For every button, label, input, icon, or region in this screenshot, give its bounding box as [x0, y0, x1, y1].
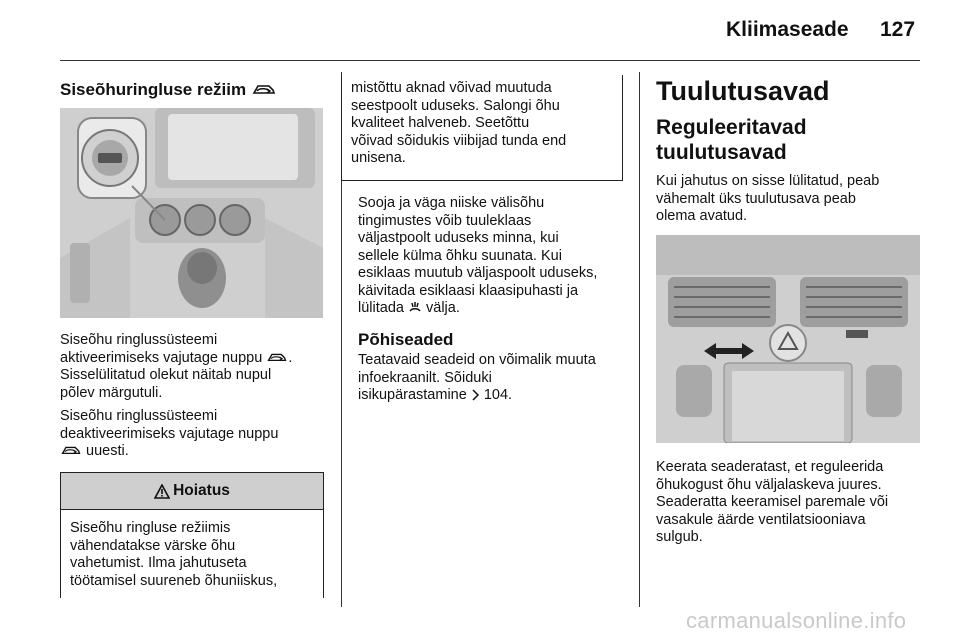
text-line: infoekraanilt. Sõiduki — [358, 369, 492, 386]
windscreen-defrost-icon — [408, 301, 422, 314]
text-line: Seaderatta keeramisel paremale või — [656, 494, 889, 510]
text-line: deaktiveerimiseks vajutage nuppu — [60, 425, 279, 442]
text-line: olema avatud. — [656, 208, 748, 224]
basic-settings-heading: Põhiseaded — [358, 330, 454, 349]
left-heading-row — [60, 80, 330, 100]
text-line: väljastpoolt uduseks minna, kui — [358, 230, 559, 246]
text-line: seestpoolt uduseks. Salongi õhu — [351, 97, 560, 114]
photo-climate-controls — [60, 108, 323, 318]
right-paragraph-2 — [656, 459, 936, 547]
middle-sub-paragraph — [358, 352, 638, 405]
middle-paragraph — [358, 195, 633, 318]
text-line: vasakule äärde ventilatsiooniava — [656, 511, 866, 528]
text-line: isikupärastamine — [358, 387, 471, 403]
text-line: vahetumist. Ilma jahutuseta — [70, 555, 247, 571]
right-sub-heading — [656, 115, 936, 165]
middle-sub-heading — [358, 330, 638, 350]
text-line: Reguleeritavad — [656, 116, 807, 139]
text-line: õhukogust õhu väljalaskeva juures. — [656, 476, 882, 493]
text-line: Siseõhu ringluse režiimis — [70, 520, 231, 536]
text-line: sellele külma õhku suunata. Kui — [358, 247, 562, 264]
text-line: Kui jahutus on sisse lülitatud, peab — [656, 173, 880, 189]
page-header-title: Kliimaseade — [726, 18, 849, 41]
recirculation-icon — [266, 350, 288, 364]
warning-title: Hoiatus — [173, 482, 230, 499]
text-line: võivad sõidukis viibijad tunda end — [351, 132, 567, 149]
text-line: Sisselülitatud olekut näitab nupul — [60, 367, 272, 383]
recirculation-icon — [251, 81, 277, 97]
text-line: Siseõhu ringlussüsteemi — [60, 408, 218, 424]
left-paragraph-1 — [60, 332, 335, 402]
warning-body — [61, 510, 323, 590]
text-line: aktiveerimiseks vajutage nuppu — [60, 349, 267, 366]
text-line: Sooja ja väga niiske välisõhu — [358, 195, 545, 211]
text-line: Teatavaid seadeid on võimalik muuta — [358, 352, 596, 368]
right-heading — [656, 76, 936, 107]
ventilation-heading: Tuulutusavad — [656, 76, 830, 106]
left-paragraph-2 — [60, 408, 335, 461]
text-line: põlev märgutuli. — [60, 384, 163, 401]
warning-continuation-box — [341, 75, 623, 181]
page-reference-icon — [471, 389, 480, 401]
warning-header — [61, 473, 323, 510]
text-line: vähemalt üks tuulutusava peab — [656, 190, 856, 207]
warning-icon — [154, 484, 170, 499]
warning-box — [60, 472, 324, 598]
text-line: uuesti. — [82, 443, 129, 459]
header-divider — [60, 60, 920, 61]
text-line: välja. — [421, 300, 460, 316]
column-divider-2 — [639, 72, 640, 607]
text-line: vähendatakse värske õhu — [70, 537, 236, 554]
text-line: lülitada — [358, 300, 408, 316]
section-heading-recirculation: Siseõhuringluse režiim — [60, 80, 247, 99]
text-line: unisena. — [351, 150, 406, 166]
footer-watermark: carmanualsonline.info — [686, 608, 907, 633]
text-line: sulgub. — [656, 529, 703, 545]
text-line: Siseõhu ringlussüsteemi — [60, 332, 218, 348]
text-line: kvaliteet halveneb. Seetõttu — [351, 115, 530, 131]
right-paragraph-1 — [656, 173, 936, 226]
recirculation-icon — [60, 443, 82, 457]
text-line: käivitada esiklaasi klaasipuhasti ja — [358, 282, 579, 299]
text-line: 104. — [479, 387, 513, 403]
page-number: 127 — [880, 18, 916, 41]
text-line: esiklaas muutub väljaspoolt uduseks, — [358, 265, 598, 281]
text-line: tuulutusavad — [656, 141, 787, 164]
text-line: . — [288, 349, 293, 366]
text-line: Keerata seaderatast, et reguleerida — [656, 459, 884, 475]
photo-air-vents — [656, 235, 920, 443]
text-line: mistõttu aknad võivad muutuda — [351, 80, 552, 96]
text-line: tingimustes võib tuuleklaas — [358, 212, 532, 229]
text-line: töötamisel suureneb õhuniiskus, — [70, 572, 278, 589]
